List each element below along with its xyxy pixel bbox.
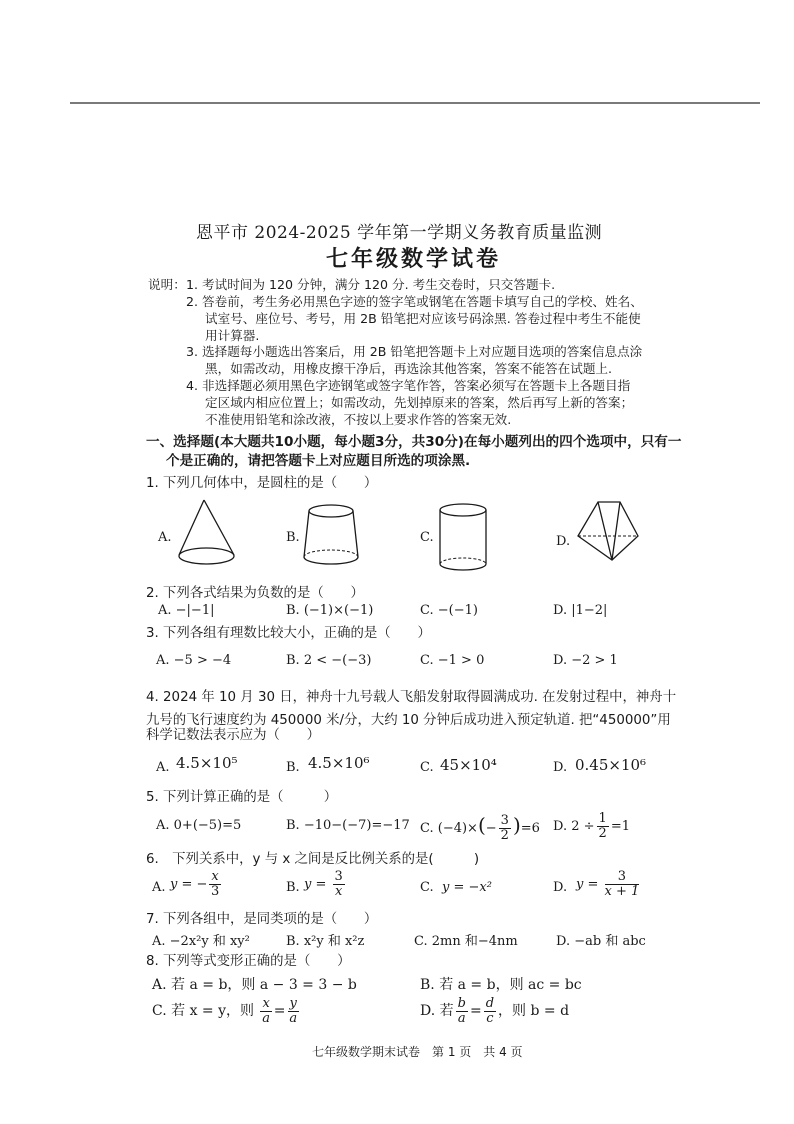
q6-d-fraction [605,870,640,899]
instruction-item-2: 2. 答卷前，考生务必用黑色字迹的签字笔或钢笔在答题卡填写自己的学校、姓名、 [186,294,643,309]
q8-d-num2: d [485,995,495,1011]
section1-heading-cont: 个是正确的，请把答题卡上对应题目所选的项涂黑. [166,453,471,469]
q6-a-num: x [211,869,219,884]
q6-option-c-label: C. [420,880,434,895]
q8-option-c: C. 若 x = y，则 $\frac{x}{a}$ = $\frac{y}{a}$ [152,995,298,1026]
q5-c-paren-open: ( [477,813,486,837]
q8-c-num: x [262,995,270,1011]
q3-option-b: B. 2 < −(−3) [286,653,372,668]
q1-option-d-label: D. [556,534,571,549]
q4-option-b-label: B. [286,760,300,775]
q5-c-fraction [499,814,511,843]
page-footer: 七年级数学期末试卷 第 1 页 共 4 页 [312,1045,523,1059]
instruction-item-2c: 用计算器. [205,328,260,343]
q2-option-d: D. |1−2| [553,603,608,618]
q5-option-d-prefix: D. 2 ÷ [553,819,595,834]
q6-option-d-expr: y = $\frac{3}{x + 1}$ [576,869,640,899]
q8-option-c-prefix: C. 若 x = y，则 [152,1003,254,1019]
instruction-item-3b: 黑，如需改动，用橡皮擦干净后，再选涂其他答案，答案不能答在试题上. [205,361,613,376]
q6-b-fraction [333,870,345,899]
q4-option-b-value: 4.5×10⁶ [308,754,370,772]
q4-stem-line3: 科学记数法表示应为（ ） [146,728,321,743]
q3-option-a: A. −5 > −4 [156,653,232,668]
q5-c-numerator: 3 [500,813,509,828]
q5-c-paren-close: ) [512,813,521,837]
q5-d-denominator: 2 [598,826,607,841]
q4-option-a-value: 4.5×10⁵ [176,754,238,772]
q8-c-num2: y [289,995,297,1011]
q8-option-d: D. 若 $\frac{b}{a}$ = $\frac{d}{c}$ ，则 b = d [420,995,570,1026]
q7-option-c: C. 2mn 和−4nm [414,934,518,949]
q1-option-c-label: C. [420,530,434,545]
q5-option-c-suffix: =6 [520,821,540,836]
q4-stem-line2: 九号的飞行速度约为 450000 米/分，大约 10 分钟后成功进入预定轨道. 把“450000”用 [146,713,671,728]
q2-stem: 2. 下列各式结果为负数的是（ ） [146,586,364,601]
q8-stem: 8. 下列等式变形正确的是（ ） [146,954,351,969]
q4-stem-line1: 4. 2024 年 10 月 30 日，神舟十九号载人飞船发射取得圆满成功. 在发射过程中，神舟十 [146,690,677,705]
q6-a-fraction [209,870,220,899]
q8-d-num: b [457,995,466,1011]
q5-option-a: A. 0+(−5)=5 [156,818,242,833]
q6-option-b-label: B. [286,880,300,895]
q5-option-d [553,812,630,841]
q7-option-a: A. −2x²y 和 xy² [152,934,250,949]
q4-option-a-label: A. [156,760,170,775]
q6-a-den: 3 [210,884,220,899]
q1-stem: 1. 下列几何体中，是圆柱的是（ ） [146,476,378,491]
exam-title-line2: 七年级数学试卷 [326,247,502,272]
q6-option-c-expr: y = −x² [442,880,492,895]
q8-d-fraction [456,997,468,1026]
top-rule [70,102,760,104]
q8-c-den: a [262,1010,270,1026]
q3-option-d: D. −2 > 1 [553,653,618,668]
q5-d-numerator: 1 [598,811,607,826]
q7-stem: 7. 下列各组中，是同类项的是（ ） [146,912,378,927]
q5-option-b: B. −10−(−7)=−17 [286,818,410,833]
instruction-item-4b: 定区域内相应位置上；如需改动，先划掉原来的答案，然后再写上新的答案； [205,395,634,410]
q7-option-b: B. x²y 和 x²z [286,934,365,949]
q3-stem: 3. 下列各组有理数比较大小，正确的是（ ） [146,626,431,641]
instructions-label: 说明： [148,277,186,292]
q8-option-d-prefix: D. 若 [420,1003,454,1019]
exam-title-line1: 恩平市 2024-2025 学年第一学期义务教育质量监测 [196,223,603,243]
q5-c-minus: − [485,821,497,836]
q8-c-fraction2 [288,997,299,1026]
q6-b-num: 3 [334,869,343,884]
q2-option-c: C. −(−1) [420,603,478,618]
cone-figure [174,500,244,570]
q7-option-d: D. −ab 和 abc [556,934,646,949]
q8-d-den2: c [486,1010,494,1026]
q5-c-denominator: 2 [500,828,509,843]
instruction-item-1: 1. 考试时间为 120 分钟，满分 120 分. 考生交卷时，只交答题卡. [186,277,556,292]
q8-d-den: a [457,1010,466,1026]
q8-option-b: B. 若 a = b，则 ac = bc [420,977,582,993]
instruction-item-2b: 试室号、座位号、考号，用 2B 铅笔把对应该号码涂黑. 答卷过程中考生不能使 [205,311,641,326]
q8-d-fraction2 [484,997,496,1026]
q8-c-fraction [260,997,271,1026]
q6-option-d-label: D. [553,880,568,895]
instruction-item-3: 3. 选择题每小题选出答案后，用 2B 铅笔把答题卡上对应题目选项的答案信息点涂 [186,344,643,359]
prism-figure [574,500,640,566]
q4-option-d-label: D. [553,760,568,775]
instruction-item-4: 4. 非选择题必须用黑色字迹钢笔或签字笔作答，答案必须写在答题卡上各题目指 [186,378,631,393]
q6-b-den: x [334,884,343,899]
q5-d-fraction [597,812,609,841]
q3-option-c: C. −1 > 0 [420,653,485,668]
section1-heading: 一、选择题(本大题共10小题，每小题3分，共30分)在每小题列出的四个选项中，只有一 [146,434,682,450]
q8-option-d-suffix: ，则 b = d [498,1003,570,1019]
q4-option-c-label: C. [420,760,434,775]
q5-option-d-suffix: =1 [610,819,630,834]
q6-option-a-label: A. [152,880,166,895]
q6-option-b-expr: y = $\frac{3}{x}$ [304,869,343,899]
q6-d-num: 3 [605,870,640,885]
q6-option-a-expr: y = − $\frac{x}{3}$ [170,869,220,899]
q1-option-a-label: A. [158,530,172,545]
q2-option-a: A. −|−1| [158,603,215,618]
q2-option-b: B. (−1)×(−1) [286,603,374,618]
q5-stem: 5. 下列计算正确的是（ ） [146,790,338,805]
q8-c-den2: a [289,1010,298,1026]
q6-stem: 6. 下列关系中，y 与 x 之间是反比例关系的是( ) [146,852,480,867]
q5-option-c [420,810,540,844]
q5-option-c-prefix: C. (−4)× [420,821,478,836]
q8-option-a: A. 若 a = b，则 a − 3 = 3 − b [152,977,357,993]
q6-d-den: x + 1 [604,884,640,899]
q4-option-c-value: 45×10⁴ [440,756,497,774]
q4-option-d-value: 0.45×10⁶ [575,756,647,774]
frustum-figure [302,502,362,570]
q1-option-b-label: B. [286,530,300,545]
cylinder-figure [438,502,490,574]
instruction-item-4c: 不准使用铅笔和涂改液，不按以上要求作答的答案无效. [205,412,512,427]
